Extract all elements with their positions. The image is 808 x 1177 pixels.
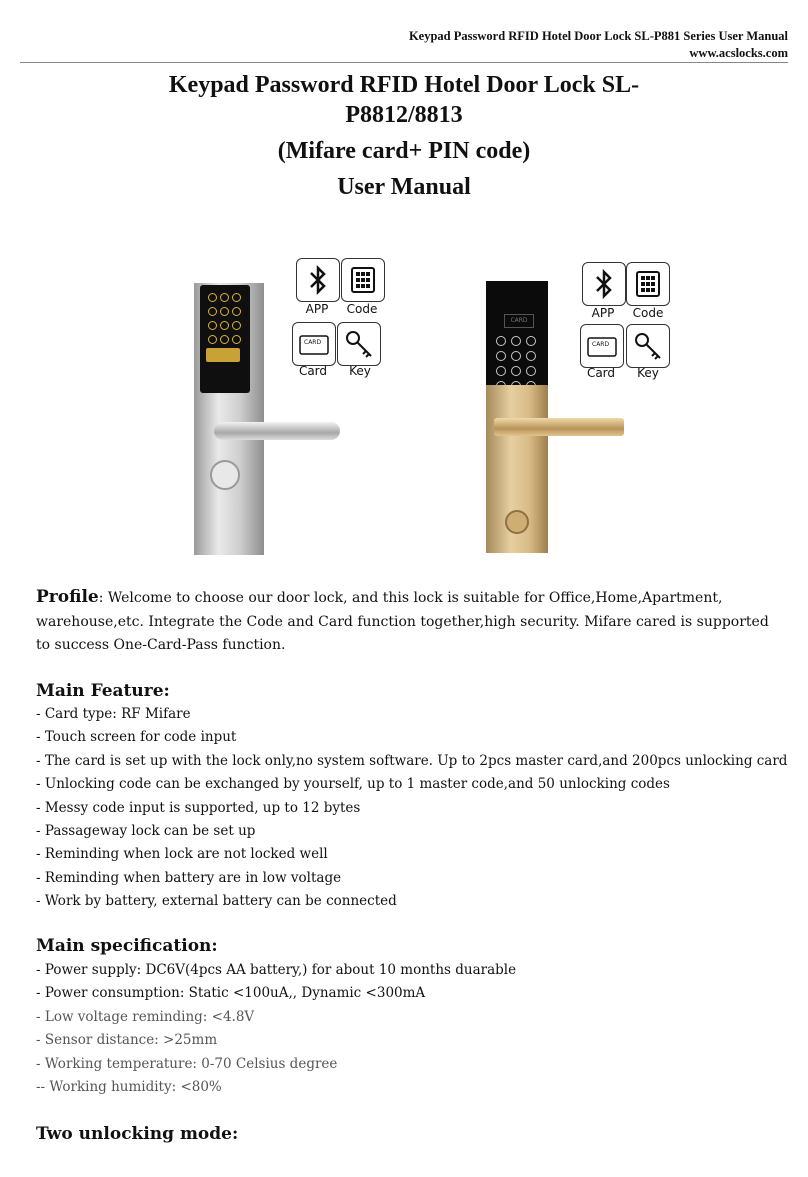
list-item: - Power consumption: Static <100uA,, Dynamic <300mA xyxy=(36,985,426,1002)
unlocking-mode-heading: Two unlocking mode: xyxy=(36,1124,239,1144)
profile-label: Profile xyxy=(36,587,99,607)
list-item: - The card is set up with the lock only,no system software. Up to 2pcs master card,and 200pcs unlocking card xyxy=(36,752,788,769)
running-header xyxy=(409,28,788,62)
keypad-icon xyxy=(341,258,385,302)
app-label: APP xyxy=(591,306,615,320)
profile-paragraph xyxy=(36,586,786,658)
list-item: - Power supply: DC6V(4pcs AA battery,) for about 10 months duarable xyxy=(36,962,517,978)
card-icon xyxy=(292,322,336,366)
list-item: - Work by battery, external battery can be connected xyxy=(36,893,397,910)
header-divider xyxy=(20,62,788,63)
list-item: - Unlocking code can be exchanged by yourself, up to 1 master code,and 50 unlocking codes xyxy=(36,776,670,793)
gold-lever-handle xyxy=(494,418,624,436)
app-label: APP xyxy=(305,302,329,316)
main-feature-list xyxy=(36,703,796,914)
main-spec-list xyxy=(36,959,796,1099)
card-icon xyxy=(580,324,624,368)
keypad-icon xyxy=(626,262,670,306)
title-line-2: P8812/8813 xyxy=(345,102,463,128)
list-item: - Working temperature: 0-70 Celsius degree xyxy=(36,1055,338,1072)
list-item: -- Working humidity: <80% xyxy=(36,1079,222,1096)
svg-text:CARD: CARD xyxy=(592,341,610,348)
header-website: www.acslocks.com xyxy=(689,46,788,60)
card-label: Card xyxy=(586,366,616,380)
bluetooth-icon xyxy=(296,258,340,302)
key-label: Key xyxy=(637,366,659,380)
code-label: Code xyxy=(346,302,378,316)
list-item: - Messy code input is supported, up to 12 bytes xyxy=(36,799,361,816)
silver-key-cylinder xyxy=(210,460,240,490)
list-item: - Touch screen for code input xyxy=(36,729,237,746)
bluetooth-icon xyxy=(582,262,626,306)
profile-text: : Welcome to choose our door lock, and this lock is suitable for Office,Home,Apartment, warehouse,etc. Integrate the Code and Card function together,high security. Mifare cared is supported to success One-Card-Pass function. xyxy=(36,590,769,653)
list-item: - Passageway lock can be set up xyxy=(36,823,256,840)
list-item: - Card type: RF Mifare xyxy=(36,706,191,722)
silver-lock-keypad xyxy=(200,285,250,393)
card-label: Card xyxy=(298,364,328,378)
code-label: Code xyxy=(632,306,664,320)
gold-key-cylinder xyxy=(505,510,529,534)
silver-lever-handle xyxy=(214,422,340,440)
fingerprint-sensor xyxy=(206,348,240,362)
list-item: - Sensor distance: >25mm xyxy=(36,1032,218,1049)
main-feature-heading: Main Feature: xyxy=(36,681,170,701)
key-icon xyxy=(626,324,670,368)
title-line-1: Keypad Password RFID Hotel Door Lock SL- xyxy=(168,72,640,98)
list-item: - Reminding when battery are in low voltage xyxy=(36,869,342,886)
document-manual-label: User Manual xyxy=(337,174,471,200)
main-spec-heading: Main specification: xyxy=(36,936,218,956)
list-item: - Low voltage reminding: <4.8V xyxy=(36,1008,255,1025)
card-reader-mark: CARD xyxy=(504,314,534,328)
list-item: - Reminding when lock are not locked well xyxy=(36,846,328,863)
key-label: Key xyxy=(349,364,371,378)
header-title: Keypad Password RFID Hotel Door Lock SL-P881 Series User Manual xyxy=(408,29,788,43)
svg-text:CARD: CARD xyxy=(304,339,322,346)
key-icon xyxy=(337,322,381,366)
document-subtitle: (Mifare card+ PIN code) xyxy=(277,138,531,164)
document-title xyxy=(0,70,808,130)
